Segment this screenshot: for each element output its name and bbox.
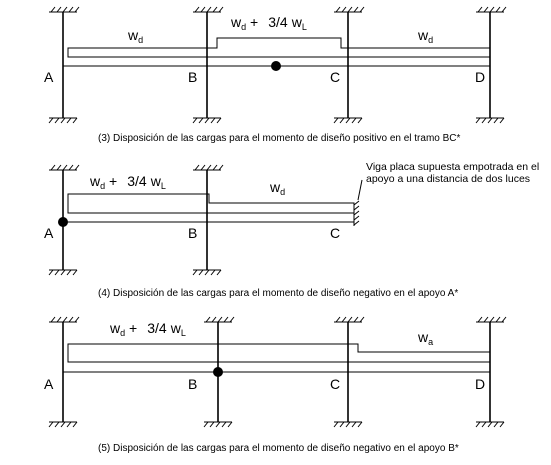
moment-point	[58, 217, 68, 227]
note-leader	[358, 180, 362, 200]
support-label-d: D	[475, 69, 486, 85]
support-label-a: A	[44, 376, 54, 392]
support-label-b: B	[188, 225, 198, 241]
caption-5: (5) Disposición de las cargas para el momento de diseño negativo en el apoyo B*	[98, 443, 459, 454]
load-label-center: $w_d + 3/4$ $w_L$	[231, 14, 307, 32]
column-a	[49, 7, 79, 123]
load-diagram	[68, 344, 490, 362]
support-label-a: A	[44, 69, 54, 85]
moment-point	[213, 367, 223, 377]
note-line-1: Viga placa supuesta empotrada en el	[366, 161, 540, 173]
support-label-a: A	[44, 225, 54, 241]
load-label-right: $w_d$	[270, 179, 286, 197]
diagram-3	[44, 7, 506, 144]
load-label-left: $w_d + 3/4$ $w_L$	[110, 320, 186, 338]
support-label-c: C	[330, 69, 341, 85]
support-label-b: B	[188, 69, 198, 85]
load-label-left: $w_d + 3/4$ $w_L$	[90, 173, 166, 191]
caption-3: (3) Disposición de las cargas para el momento de diseño positivo en el tramo BC*	[98, 133, 461, 144]
column-c	[334, 7, 364, 123]
note-line-2: apoyo a una distancia de dos luces	[366, 173, 531, 185]
column-b	[193, 7, 223, 123]
diagram-5	[44, 317, 506, 454]
support-label-c: C	[330, 225, 341, 241]
column-d	[476, 7, 506, 123]
column-b	[193, 165, 223, 275]
load-label-left: $w_d$	[128, 27, 144, 45]
fixed-end-c	[354, 201, 359, 226]
support-label-b: B	[188, 376, 198, 392]
load-label-right: $w_a$	[418, 329, 434, 347]
support-label-c: C	[330, 376, 341, 392]
load-label-right: $w_d$	[418, 27, 434, 45]
load-diagram	[68, 194, 354, 213]
support-label-d: D	[475, 376, 486, 392]
moment-point	[271, 61, 281, 71]
diagram-4	[44, 161, 539, 299]
caption-4: (4) Disposición de las cargas para el momento de diseño negativo en el apoyo A*	[98, 288, 459, 299]
